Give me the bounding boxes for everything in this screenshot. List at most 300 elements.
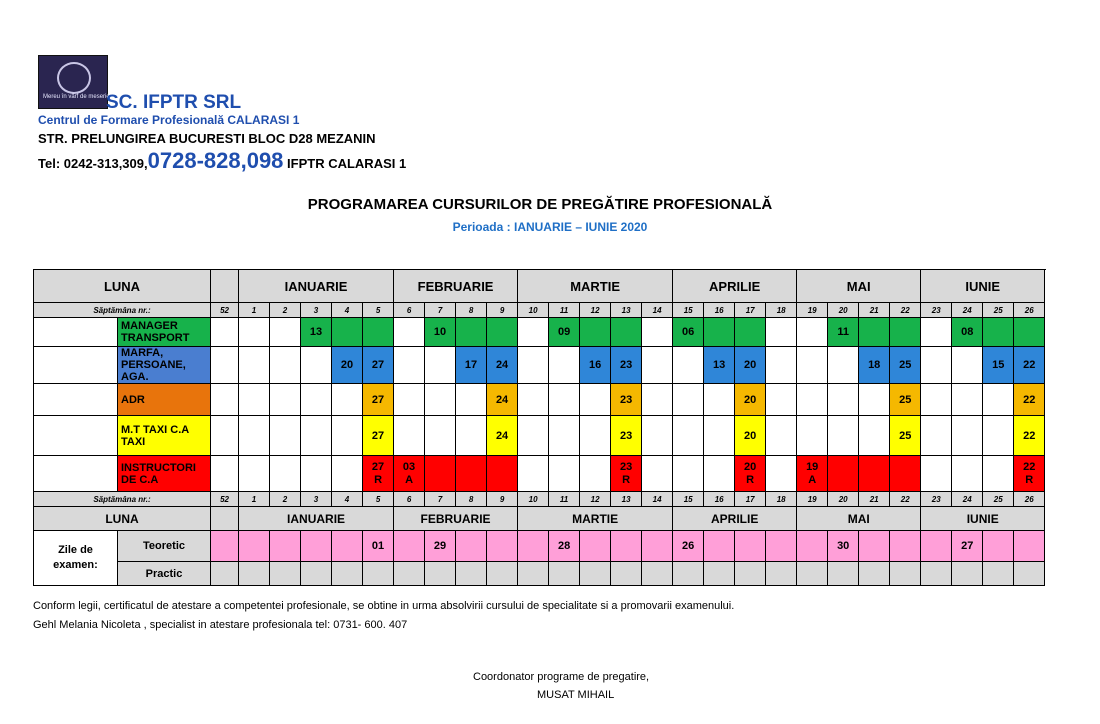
schedule-cell [239, 347, 270, 384]
week-header-number: 24 [952, 303, 983, 318]
week-footer-number: 26 [1014, 492, 1045, 507]
month-footer-month [211, 507, 239, 531]
week-header-number: 4 [332, 303, 363, 318]
schedule-cell [642, 318, 673, 347]
schedule-cell: 17 [456, 347, 487, 384]
phone-suffix: IFPTR CALARASI 1 [283, 156, 407, 171]
exam-teoretic-cell: 28 [549, 531, 580, 562]
week-header-number: 15 [673, 303, 704, 318]
exam-practic-cell [859, 562, 890, 586]
schedule-cell [518, 384, 549, 416]
schedule-cell [1014, 318, 1045, 347]
week-footer-number: 22 [890, 492, 921, 507]
week-footer-number: 11 [549, 492, 580, 507]
exam-teoretic-cell [239, 531, 270, 562]
course-label: INSTRUCTORI DE C.A [118, 456, 211, 492]
month-footer-month: IANUARIE [239, 507, 394, 531]
schedule-cell [952, 347, 983, 384]
schedule-cell [673, 416, 704, 456]
schedule-cell [983, 416, 1014, 456]
schedule-cell [456, 318, 487, 347]
week-footer-number: 24 [952, 492, 983, 507]
month-header-row [34, 270, 1045, 303]
week-header-number: 11 [549, 303, 580, 318]
exam-teoretic-cell [394, 531, 425, 562]
schedule-cell [239, 456, 270, 492]
schedule-cell [859, 318, 890, 347]
exam-teoretic-cell [859, 531, 890, 562]
week-header-row [34, 303, 1045, 318]
schedule-cell [332, 384, 363, 416]
schedule-cell [487, 456, 518, 492]
schedule-cell [766, 318, 797, 347]
month-footer-month: APRILIE [673, 507, 797, 531]
schedule-cell: 25 [890, 347, 921, 384]
schedule-cell [735, 318, 766, 347]
schedule-cell [704, 416, 735, 456]
week-footer-number: 2 [270, 492, 301, 507]
week-header-number: 14 [642, 303, 673, 318]
exam-practic-cell [394, 562, 425, 586]
schedule-cell [394, 416, 425, 456]
teoretic-label: Teoretic [118, 531, 211, 562]
schedule-cell [828, 384, 859, 416]
week-footer-number: 8 [456, 492, 487, 507]
schedule-cell [394, 347, 425, 384]
logo-emblem-icon [57, 62, 91, 94]
logo-caption: Mereu în vârf de meserie [43, 94, 110, 100]
week-footer-number: 17 [735, 492, 766, 507]
week-header-number: 20 [828, 303, 859, 318]
schedule-cell [332, 318, 363, 347]
schedule-cell [425, 416, 456, 456]
schedule-cell [270, 318, 301, 347]
schedule-cell [487, 318, 518, 347]
week-footer-number: 23 [921, 492, 952, 507]
schedule-cell [766, 416, 797, 456]
schedule-cell: 13 [301, 318, 332, 347]
exam-teoretic-cell [704, 531, 735, 562]
schedule-cell [766, 456, 797, 492]
month-header-month: MARTIE [518, 270, 673, 303]
practic-label: Practic [118, 562, 211, 586]
schedule-cell [239, 384, 270, 416]
schedule-cell: 27 [363, 347, 394, 384]
schedule-cell [983, 384, 1014, 416]
week-header-number: 23 [921, 303, 952, 318]
schedule-cell [211, 384, 239, 416]
schedule-cell [921, 318, 952, 347]
week-footer-number: 10 [518, 492, 549, 507]
course-label: MARFA, PERSOANE, AGA. [118, 347, 211, 384]
schedule-cell: 25 [890, 384, 921, 416]
week-header-number: 12 [580, 303, 611, 318]
week-footer-number: 12 [580, 492, 611, 507]
schedule-cell [518, 318, 549, 347]
schedule-cell [239, 416, 270, 456]
schedule-cell [332, 456, 363, 492]
exam-teoretic-cell [487, 531, 518, 562]
week-header-number: 22 [890, 303, 921, 318]
schedule-cell [921, 416, 952, 456]
week-header-number: 10 [518, 303, 549, 318]
week-header-number: 25 [983, 303, 1014, 318]
exam-teoretic-cell [735, 531, 766, 562]
schedule-cell [301, 384, 332, 416]
schedule-cell [642, 456, 673, 492]
schedule-cell: 20 [735, 347, 766, 384]
schedule-cell [642, 347, 673, 384]
address: STR. PRELUNGIREA BUCURESTI BLOC D28 MEZANIN [38, 131, 376, 146]
exam-practic-cell [921, 562, 952, 586]
schedule-cell [425, 347, 456, 384]
week-header-number: 19 [797, 303, 828, 318]
schedule-cell [211, 416, 239, 456]
schedule-cell [549, 456, 580, 492]
schedule-cell: 25 [890, 416, 921, 456]
week-header-number: 17 [735, 303, 766, 318]
exam-practic-row [34, 562, 1045, 586]
schedule-cell [766, 347, 797, 384]
schedule-cell: 22 [1014, 347, 1045, 384]
schedule-cell [270, 384, 301, 416]
schedule-cell [952, 384, 983, 416]
month-footer-month: MAI [797, 507, 921, 531]
month-header-month: FEBRUARIE [394, 270, 518, 303]
exam-practic-cell [890, 562, 921, 586]
week-header-number: 8 [456, 303, 487, 318]
week-footer-number: 5 [363, 492, 394, 507]
exam-teoretic-cell [921, 531, 952, 562]
schedule-cell [828, 456, 859, 492]
week-footer-number: 3 [301, 492, 332, 507]
schedule-cell [890, 318, 921, 347]
schedule-cell: 20 [735, 384, 766, 416]
week-footer-number: 52 [211, 492, 239, 507]
exam-teoretic-cell [456, 531, 487, 562]
schedule-cell [828, 347, 859, 384]
week-footer-number: 15 [673, 492, 704, 507]
week-header-number: 2 [270, 303, 301, 318]
schedule-cell: 16 [580, 347, 611, 384]
month-header-label: LUNA [34, 270, 211, 303]
schedule-cell: 10 [425, 318, 456, 347]
schedule-cell [797, 384, 828, 416]
week-header-number: 18 [766, 303, 797, 318]
schedule-cell: 20 [735, 416, 766, 456]
schedule-cell: 24 [487, 347, 518, 384]
schedule-cell [456, 416, 487, 456]
schedule-cell [766, 384, 797, 416]
week-header-number: 21 [859, 303, 890, 318]
schedule-cell: 19 A [797, 456, 828, 492]
period-subtitle: Perioada : IANUARIE – IUNIE 2020 [452, 220, 648, 234]
phone-label: Tel: 0242-313,309, [38, 156, 148, 171]
schedule-cell [332, 416, 363, 456]
schedule-table [33, 269, 1045, 586]
week-footer-number: 16 [704, 492, 735, 507]
schedule-cell [518, 456, 549, 492]
schedule-cell [394, 318, 425, 347]
page-title: PROGRAMAREA CURSURILOR DE PREGĂTIRE PROFESIONALĂ [307, 196, 773, 213]
exam-teoretic-cell [1014, 531, 1045, 562]
course-row-adr [34, 384, 1045, 416]
schedule-cell [211, 456, 239, 492]
week-footer-number: 21 [859, 492, 890, 507]
month-header-month: IANUARIE [239, 270, 394, 303]
schedule-cell: 20 [332, 347, 363, 384]
week-footer-number: 4 [332, 492, 363, 507]
month-header-month: MAI [797, 270, 921, 303]
week-header-number: 26 [1014, 303, 1045, 318]
exam-days-label: Zile de examen: [34, 531, 118, 586]
schedule-cell [518, 416, 549, 456]
exam-teoretic-cell [211, 531, 239, 562]
exam-practic-cell [580, 562, 611, 586]
schedule-cell: 06 [673, 318, 704, 347]
center-name: Centrul de Formare Profesională CALARASI 1 [38, 113, 300, 127]
signature-name: MUSAT MIHAIL [537, 689, 615, 701]
schedule-cell: 23 [611, 416, 642, 456]
exam-teoretic-cell [611, 531, 642, 562]
exam-teoretic-cell [518, 531, 549, 562]
schedule-cell [580, 456, 611, 492]
schedule-cell [270, 456, 301, 492]
month-header-month: IUNIE [921, 270, 1045, 303]
schedule-cell: 22 R [1014, 456, 1045, 492]
schedule-cell: 23 [611, 347, 642, 384]
week-footer-number: 9 [487, 492, 518, 507]
month-footer-month: FEBRUARIE [394, 507, 518, 531]
exam-practic-cell [487, 562, 518, 586]
week-header-number: 16 [704, 303, 735, 318]
schedule-cell [704, 384, 735, 416]
exam-teoretic-cell [983, 531, 1014, 562]
exam-teoretic-cell [332, 531, 363, 562]
week-header-number: 6 [394, 303, 425, 318]
schedule-cell [859, 456, 890, 492]
exam-practic-cell [797, 562, 828, 586]
exam-teoretic-cell: 29 [425, 531, 456, 562]
contact-note: Gehl Melania Nicoleta , specialist in atestare profesionala tel: 0731- 600. 407 [33, 619, 408, 631]
exam-practic-cell [952, 562, 983, 586]
exam-teoretic-cell: 01 [363, 531, 394, 562]
schedule-cell [211, 318, 239, 347]
schedule-cell [549, 416, 580, 456]
schedule-cell [456, 384, 487, 416]
week-header-number: 1 [239, 303, 270, 318]
schedule-cell: 27 [363, 416, 394, 456]
schedule-cell [270, 416, 301, 456]
exam-practic-cell [363, 562, 394, 586]
schedule-cell [363, 318, 394, 347]
schedule-cell: 23 [611, 384, 642, 416]
schedule-cell [673, 456, 704, 492]
exam-practic-cell [642, 562, 673, 586]
legal-note: Conform legii, certificatul de atestare a competentei profesionale, se obtine in urma absolvirii cursului de specialitate si a promovarii examenului. [33, 600, 735, 612]
schedule-cell [921, 384, 952, 416]
exam-practic-cell [1014, 562, 1045, 586]
schedule-cell [859, 384, 890, 416]
schedule-cell: 22 [1014, 416, 1045, 456]
week-header-number: 3 [301, 303, 332, 318]
course-label: M.T TAXI C.A TAXI [118, 416, 211, 456]
schedule-cell [642, 384, 673, 416]
exam-practic-cell [766, 562, 797, 586]
schedule-cell [211, 347, 239, 384]
schedule-cell [704, 456, 735, 492]
week-footer-number: 13 [611, 492, 642, 507]
month-header-month: APRILIE [673, 270, 797, 303]
month-footer-month: IUNIE [921, 507, 1045, 531]
schedule-cell [301, 456, 332, 492]
schedule-cell [580, 384, 611, 416]
exam-practic-cell [983, 562, 1014, 586]
schedule-cell [301, 416, 332, 456]
month-footer-month: MARTIE [518, 507, 673, 531]
schedule-cell: 24 [487, 416, 518, 456]
schedule-cell [797, 416, 828, 456]
schedule-cell [921, 456, 952, 492]
schedule-cell: 23 R [611, 456, 642, 492]
course-label: MANAGER TRANSPORT [118, 318, 211, 347]
week-footer-number: 20 [828, 492, 859, 507]
company-name: SC. IFPTR SRL [106, 92, 242, 113]
course-label: ADR [118, 384, 211, 416]
schedule-cell [301, 347, 332, 384]
exam-teoretic-row [34, 531, 1045, 562]
exam-teoretic-cell [766, 531, 797, 562]
schedule-cell [952, 416, 983, 456]
schedule-cell [642, 416, 673, 456]
exam-teoretic-cell: 26 [673, 531, 704, 562]
schedule-cell [518, 347, 549, 384]
schedule-cell [239, 318, 270, 347]
exam-practic-cell [828, 562, 859, 586]
week-footer-number: 6 [394, 492, 425, 507]
schedule-cell [580, 318, 611, 347]
schedule-cell: 24 [487, 384, 518, 416]
schedule-cell: 08 [952, 318, 983, 347]
company-logo [38, 55, 108, 109]
signature-role: Coordonator programe de pregatire, [473, 671, 650, 683]
week-footer-number: 19 [797, 492, 828, 507]
schedule-cell [611, 318, 642, 347]
exam-practic-cell [704, 562, 735, 586]
exam-teoretic-cell [580, 531, 611, 562]
course-row-spacer [34, 456, 118, 492]
schedule-cell: 09 [549, 318, 580, 347]
exam-practic-cell [456, 562, 487, 586]
schedule-cell [673, 384, 704, 416]
course-row-manager-transport [34, 318, 1045, 347]
month-footer-row [34, 507, 1045, 531]
schedule-cell [549, 347, 580, 384]
course-row-spacer [34, 416, 118, 456]
schedule-cell: 13 [704, 347, 735, 384]
month-footer-label: LUNA [34, 507, 211, 531]
exam-practic-cell [211, 562, 239, 586]
week-header-number: 9 [487, 303, 518, 318]
week-footer-number: 25 [983, 492, 1014, 507]
schedule-cell [983, 318, 1014, 347]
week-header-number: 13 [611, 303, 642, 318]
exam-practic-cell [549, 562, 580, 586]
exam-practic-cell [332, 562, 363, 586]
schedule-cell [580, 416, 611, 456]
week-header-number: 5 [363, 303, 394, 318]
exam-practic-cell [270, 562, 301, 586]
schedule-cell [549, 384, 580, 416]
schedule-cell [270, 347, 301, 384]
week-header-label: Săptămâna nr.: [34, 303, 211, 318]
schedule-cell: 27 [363, 384, 394, 416]
course-row-spacer [34, 384, 118, 416]
exam-teoretic-cell [797, 531, 828, 562]
schedule-cell: 18 [859, 347, 890, 384]
schedule-cell [425, 456, 456, 492]
week-footer-number: 7 [425, 492, 456, 507]
phone-mobile: 0728-828,098 [147, 148, 284, 173]
exam-practic-cell [611, 562, 642, 586]
exam-practic-cell [518, 562, 549, 586]
schedule-cell: 11 [828, 318, 859, 347]
schedule-cell [983, 456, 1014, 492]
exam-teoretic-cell [642, 531, 673, 562]
exam-teoretic-cell [890, 531, 921, 562]
exam-practic-cell [239, 562, 270, 586]
schedule-cell [394, 384, 425, 416]
schedule-cell [890, 456, 921, 492]
course-row-spacer [34, 347, 118, 384]
week-footer-row [34, 492, 1045, 507]
week-footer-number: 14 [642, 492, 673, 507]
schedule-cell [952, 456, 983, 492]
schedule-cell [797, 318, 828, 347]
course-row-instructori [34, 456, 1045, 492]
week-header-number: 7 [425, 303, 456, 318]
schedule-cell [673, 347, 704, 384]
schedule-cell [859, 416, 890, 456]
week-footer-number: 1 [239, 492, 270, 507]
schedule-cell [456, 456, 487, 492]
schedule-cell [828, 416, 859, 456]
schedule-cell: 03 A [394, 456, 425, 492]
schedule-cell: 27 R [363, 456, 394, 492]
schedule-cell [425, 384, 456, 416]
exam-practic-cell [425, 562, 456, 586]
schedule-cell: 20 R [735, 456, 766, 492]
phone-line [38, 148, 406, 174]
month-header-month [211, 270, 239, 303]
schedule-cell [797, 347, 828, 384]
exam-practic-cell [301, 562, 332, 586]
exam-practic-cell [673, 562, 704, 586]
course-row-marfa-persoane [34, 347, 1045, 384]
week-header-number: 52 [211, 303, 239, 318]
exam-teoretic-cell: 27 [952, 531, 983, 562]
schedule-cell: 22 [1014, 384, 1045, 416]
schedule-cell: 15 [983, 347, 1014, 384]
exam-teoretic-cell [301, 531, 332, 562]
week-footer-number: 18 [766, 492, 797, 507]
exam-teoretic-cell: 30 [828, 531, 859, 562]
exam-practic-cell [735, 562, 766, 586]
schedule-cell [704, 318, 735, 347]
schedule-cell [921, 347, 952, 384]
course-row-spacer [34, 318, 118, 347]
course-row-taxi [34, 416, 1045, 456]
